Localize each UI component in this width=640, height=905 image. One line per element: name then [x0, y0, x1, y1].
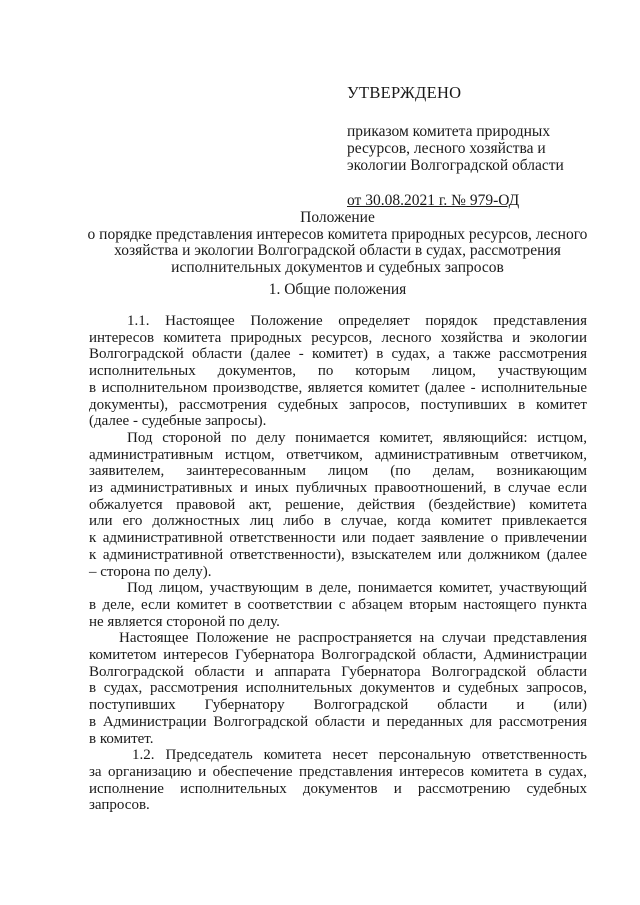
document-body [89, 313, 587, 814]
paragraph-line: – сторона по делу). [89, 563, 212, 580]
paragraph-line: обжалуется правовой акт, решение, действия (бездействие) комитета [89, 496, 587, 513]
paragraph-line: административным истцом, ответчиком, административным ответчиком, [89, 446, 587, 463]
paragraph-line: к административной ответственности или подает заявление о привлечении [89, 530, 587, 547]
paragraph-line: поступивших Губернатору Волгоградской области и (или) [89, 697, 587, 714]
approval-order [347, 123, 577, 174]
paragraph-line: в исполнительном производстве, является комитет (далее - исполнительные [89, 379, 587, 396]
paragraph [89, 313, 587, 430]
paragraph [89, 580, 587, 630]
paragraph-line: 1.2. Председатель комитета несет персональную ответственность [132, 747, 587, 764]
paragraph-line: запросов. [89, 797, 150, 814]
approval-stamp [347, 84, 577, 209]
paragraph-line: в судах, рассмотрения исполнительных документов и судебных запросов, [89, 680, 587, 697]
paragraph-line: из административных и иных публичных правоотношений, в случае если [89, 480, 587, 497]
section-title: 1. Общие положения [268, 281, 407, 298]
paragraph-line: 1.1. Настоящее Положение определяет порядок представления [127, 313, 587, 329]
approval-order-line: ресурсов, лесного хозяйства и [347, 140, 546, 157]
paragraph-line: Волгоградской области (далее - комитет) в судах, а также рассмотрения [89, 346, 587, 363]
title-line: исполнительных документов и судебных запросов [171, 258, 504, 276]
paragraph-line: исполнительных документов, по которым лицом, участвующим [89, 363, 587, 380]
paragraph-line: Под стороной по делу понимается комитет, являющийся: истцом, [127, 429, 587, 446]
approval-order-line: приказом комитета природных [347, 123, 551, 140]
paragraph-line: в деле, если комитет в соответствии с абзацем вторым настоящего пункта [89, 596, 587, 613]
paragraph [89, 747, 587, 814]
paragraph-line: интересов комитета природных ресурсов, лесного хозяйства и экологии [89, 329, 587, 346]
paragraph-line: документы), рассмотрения судебных запросов, поступивших в комитет [89, 396, 587, 413]
document-title [60, 210, 615, 276]
paragraph-line: не является стороной по делу. [89, 613, 280, 630]
approved-heading: УТВЕРЖДЕНО [347, 83, 462, 102]
title-line: о порядке представления интересов комитета природных ресурсов, лесного [87, 225, 588, 243]
paragraph-line: Под лицом, участвующим в деле, понимается комитет, участвующий [127, 580, 587, 597]
paragraph-line: Волгоградской области и аппарата Губернатора Волгоградской области [89, 663, 587, 680]
paragraph-line: в Администрации Волгоградской области и переданных для рассмотрения [89, 713, 587, 730]
paragraph-line: за организацию и обеспечение представления интересов комитета в судах, [89, 763, 587, 780]
paragraph-line: исполнение исполнительных документов и рассмотрению судебных [89, 780, 587, 797]
title-heading: Положение [300, 209, 375, 226]
title-line: хозяйства и экологии Волгоградской области в судах, рассмотрения [114, 242, 561, 259]
paragraph-line: комитетом интересов Губернатора Волгоградской области, Администрации [89, 647, 587, 664]
paragraph-line: к административной ответственности), взыскателем или должником (далее [89, 546, 587, 563]
paragraph [89, 630, 587, 747]
paragraph-line: или его должностных лиц либо в случае, когда комитет привлекается [89, 513, 587, 530]
paragraph-line: (далее - судебные запросы). [89, 413, 267, 430]
paragraph [89, 430, 587, 580]
approval-order-line: экологии Волгоградской области [347, 157, 564, 174]
paragraph-line: в комитет. [89, 730, 154, 747]
paragraph-line: заявителем, заинтересованным лицом (по делам, возникающим [89, 463, 587, 480]
approval-date-number: от 30.08.2021 г. № 979-ОД [347, 192, 520, 209]
paragraph-line: Настоящее Положение не распространяется на случаи представления [119, 630, 587, 647]
